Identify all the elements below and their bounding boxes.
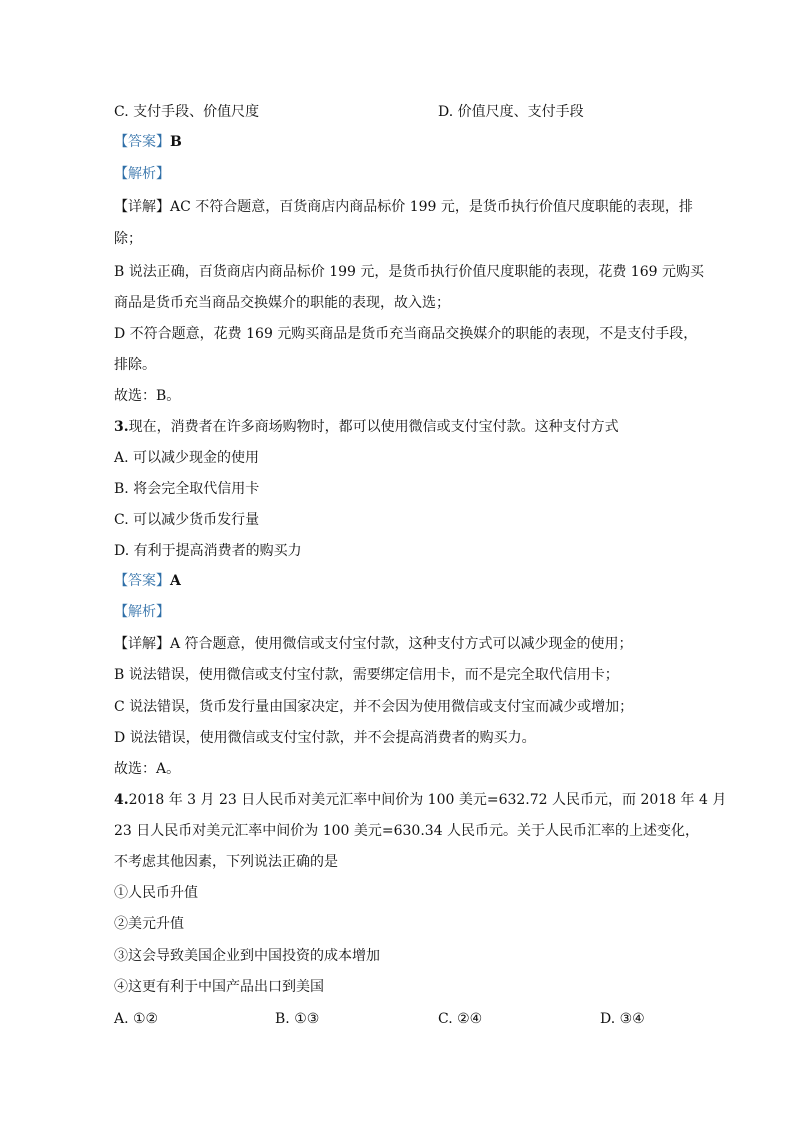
detail-line: 排除。 [114, 357, 156, 373]
detail-line [114, 197, 693, 217]
detail-label: 【详解】 [114, 636, 170, 652]
option-b: B. ①③ [275, 1011, 320, 1027]
detail-line: B 说法错误，使用微信或支付宝付款，需要绑定信用卡，而不是完全取代信用卡； [114, 667, 619, 683]
question-text-line: 不考虑其他因素，下列说法正确的是 [114, 854, 338, 870]
detail-text: A 符合题意，使用微信或支付宝付款，这种支付方式可以减少现金的使用； [170, 636, 633, 652]
option-d: D. 有利于提高消费者的购买力 [114, 543, 302, 559]
statement-1: ①人民币升值 [114, 885, 198, 901]
analysis-label: 【解析】 [114, 604, 170, 620]
detail-text: AC 不符合题意，百货商店内商品标价 199 元，是货币执行价值尺度职能的表现，排 [170, 199, 693, 215]
option-a: A. ①② [114, 1011, 159, 1027]
question-number: 4. [114, 792, 129, 808]
detail-line: 除； [114, 231, 142, 247]
detail-line: D 不符合题意，花费 169 元购买商品是货币充当商品交换媒介的职能的表现，不是支付手段， [114, 326, 698, 342]
answer-label: 【答案】 [114, 573, 170, 589]
option-b: B. 将会完全取代信用卡 [114, 481, 260, 497]
statement-4: ④这更有利于中国产品出口到美国 [114, 979, 324, 995]
analysis-label: 【解析】 [114, 166, 170, 182]
answer-value: B [170, 134, 182, 150]
conclusion-line: 故选：B。 [114, 388, 181, 404]
question-stem [114, 790, 726, 810]
question-text-line: 23 日人民币对美元汇率中间价为 100 美元=630.34 人民币元。关于人民币汇率的上述变化， [114, 823, 700, 839]
question-number: 3. [114, 419, 129, 435]
option-d: D. ③④ [600, 1011, 645, 1027]
answer-row [114, 132, 182, 152]
statement-2: ②美元升值 [114, 916, 184, 932]
question-stem [114, 417, 619, 437]
option-a: A. 可以减少现金的使用 [114, 450, 260, 466]
detail-line: 商品是货币充当商品交换媒介的职能的表现，故入选； [114, 295, 450, 311]
detail-line [114, 634, 633, 654]
option-c: C. 支付手段、价值尺度 [114, 104, 260, 120]
detail-line: C 说法错误，货币发行量由国家决定，并不会因为使用微信或支付宝而减少或增加； [114, 699, 634, 715]
answer-label: 【答案】 [114, 134, 170, 150]
statement-3: ③这会导致美国企业到中国投资的成本增加 [114, 948, 380, 964]
detail-label: 【详解】 [114, 199, 170, 215]
detail-line: D 说法错误，使用微信或支付宝付款，并不会提高消费者的购买力。 [114, 730, 536, 746]
option-c: C. ②④ [438, 1011, 483, 1027]
answer-row [114, 571, 181, 591]
option-d: D. 价值尺度、支付手段 [438, 104, 584, 120]
answer-value: A [170, 573, 181, 589]
question-text: 现在，消费者在许多商场购物时，都可以使用微信或支付宝付款。这种支付方式 [128, 419, 619, 435]
option-c: C. 可以减少货币发行量 [114, 512, 260, 528]
detail-line: B 说法正确，百货商店内商品标价 199 元，是货币执行价值尺度职能的表现，花费 169 元购买 [114, 264, 704, 280]
conclusion-line: 故选：A。 [114, 761, 181, 777]
question-text: 2018 年 3 月 23 日人民币对美元汇率中间价为 100 美元=632.72 人民币元，而 2018 年 4 月 [128, 792, 727, 808]
